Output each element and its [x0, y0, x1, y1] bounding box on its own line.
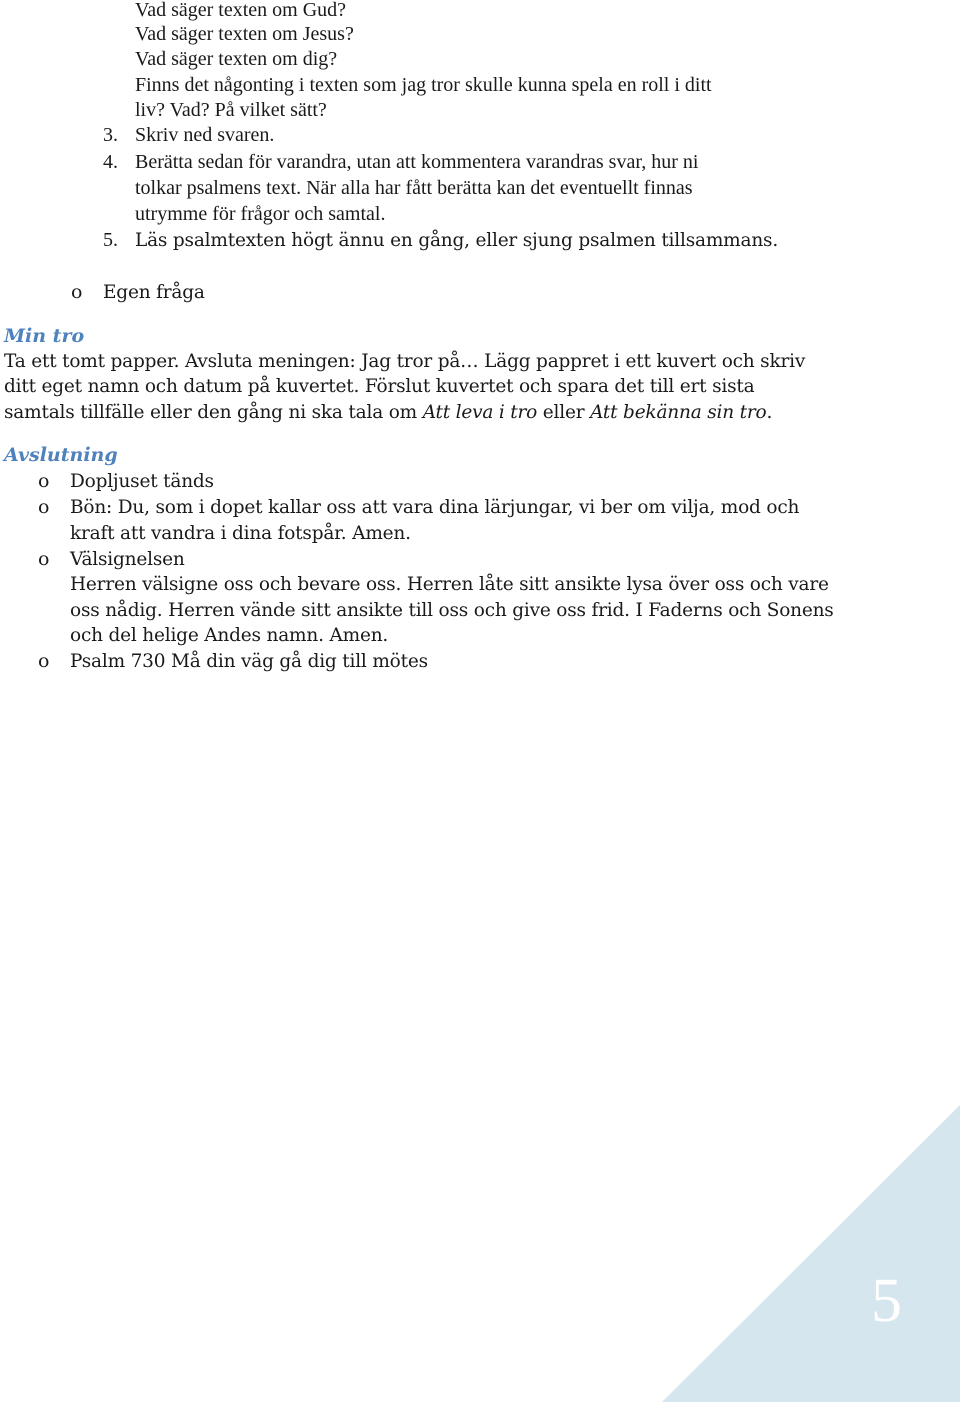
emphasis-bekanna-sin-tro: Att bekänna sin tro	[590, 402, 767, 423]
avslutning-item-bon: kraft att vandra i dina fotspår. Amen.	[70, 523, 411, 544]
question-god: Vad säger texten om Gud?	[135, 0, 347, 21]
step-text: Läs psalmtexten högt ännu en gång, eller sjung psalmen tillsammans.	[135, 230, 779, 251]
blessing-text-line: och del helige Andes namn. Amen.	[70, 625, 389, 646]
min-tro-paragraph-line: samtals tillfälle eller den gång ni ska tala om Att leva i tro eller Att bekänna sin tro.	[4, 402, 773, 423]
own-question-label: Egen fråga	[103, 282, 205, 303]
min-tro-paragraph-line: ditt eget namn och datum på kuvertet. Förslut kuvertet och spara det till ert sista	[4, 376, 755, 397]
avslutning-item-dopljuset: Dopljuset tänds	[70, 471, 214, 492]
avslutning-item-psalm: Psalm 730 Må din väg gå dig till mötes	[70, 651, 428, 672]
bullet-marker: o	[38, 496, 50, 518]
step-number: 4.	[103, 151, 118, 173]
avslutning-item-bon: Bön: Du, som i dopet kallar oss att vara dina lärjungar, vi ber om vilja, mod och	[70, 497, 800, 518]
bullet-marker: o	[38, 650, 50, 672]
min-tro-heading: Min tro	[4, 325, 85, 347]
question-jesus: Vad säger texten om Jesus?	[135, 23, 354, 45]
min-tro-paragraph-line: Ta ett tomt papper. Avsluta meningen: Jag tror på… Lägg pappret i ett kuvert och skriv	[4, 351, 806, 372]
bullet-marker: o	[71, 281, 83, 303]
blessing-text-line: Herren välsigne oss och bevare oss. Herren låte sitt ansikte lysa över oss och vare	[70, 574, 829, 595]
blessing-text-line: oss nådig. Herren vände sitt ansikte till oss och give oss frid. I Faderns och Sonens	[70, 600, 834, 621]
page-number: 5	[871, 1267, 902, 1335]
bullet-marker: o	[38, 548, 50, 570]
step-text: utrymme för frågor och samtal.	[135, 203, 386, 225]
step-text: tolkar psalmens text. När alla har fått berätta kan det eventuellt finnas	[135, 177, 693, 199]
question-role-line-2: liv? Vad? På vilket sätt?	[135, 99, 327, 121]
emphasis-leva-i-tro: Att leva i tro	[422, 402, 538, 423]
bullet-marker: o	[38, 470, 50, 492]
question-role-line-1: Finns det någonting i texten som jag tror skulle kunna spela en roll i ditt	[135, 74, 712, 96]
step-text: Berätta sedan för varandra, utan att kommentera varandras svar, hur ni	[135, 151, 699, 173]
avslutning-item-valsignelsen: Välsignelsen	[70, 549, 185, 570]
question-you: Vad säger texten om dig?	[135, 48, 338, 70]
step-number: 5.	[103, 229, 118, 251]
step-text: Skriv ned svaren.	[135, 124, 275, 146]
avslutning-heading: Avslutning	[4, 444, 118, 466]
step-number: 3.	[103, 124, 118, 146]
